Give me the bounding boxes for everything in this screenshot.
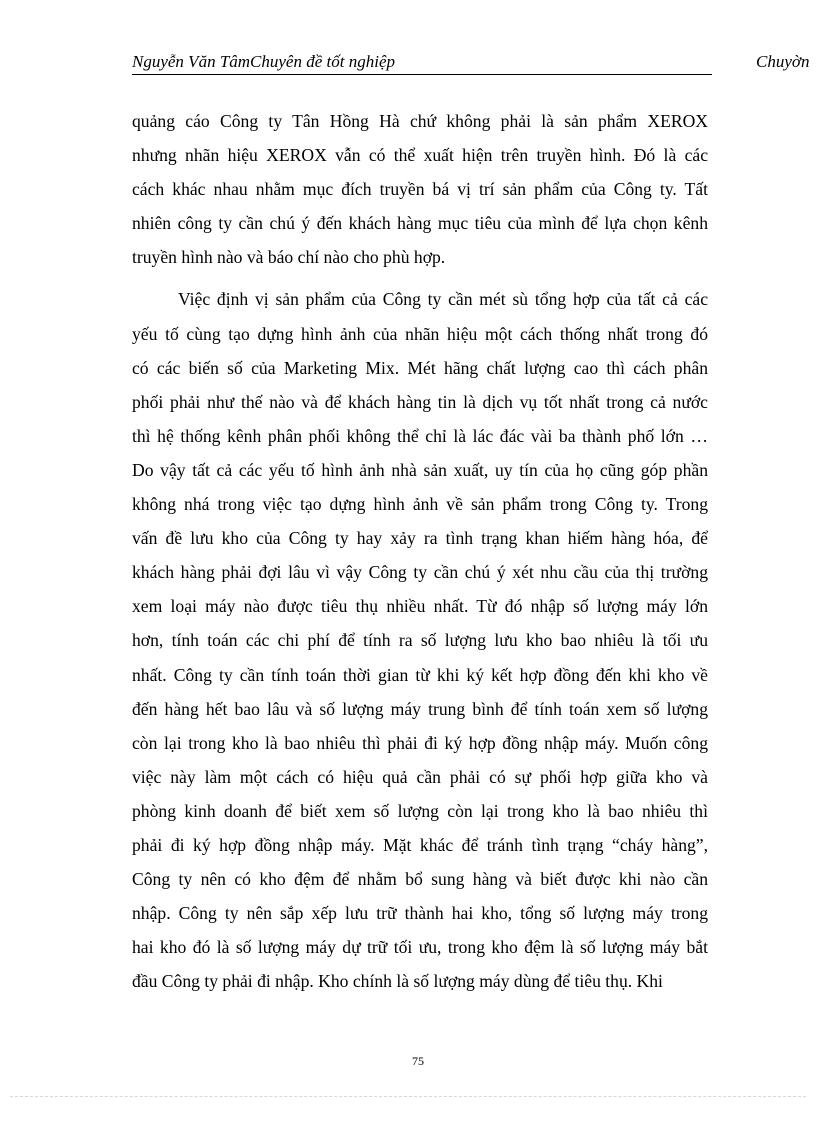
text-line: hơn, tính toán các chi phí để tính ra số lượng lưu kho bao nhiêu là tối ưu <box>132 630 708 651</box>
page-header <box>132 50 712 75</box>
footer-divider <box>10 1096 806 1097</box>
text-line: nhiên công ty cần chú ý đến khách hàng mục tiêu của mình để lựa chọn kênh <box>132 213 708 234</box>
text-line: không nhá trong việc tạo dựng hình ảnh về sản phẩm trong Công ty. Trong <box>132 494 708 515</box>
text-line: yếu tố cùng tạo dựng hình ảnh của nhãn hiệu một cách thống nhất trong đó <box>132 323 708 344</box>
text-line: thì hệ thống kênh phân phối không thể chỉ là lác đác vài ba thành phố lớn … <box>132 425 708 446</box>
text-line: nhất. Công ty cần tính toán thời gian từ khi ký kết hợp đồng đến khi kho về <box>132 664 708 685</box>
text-line: có các biến số của Marketing Mix. Mét hãng chất lượng cao thì cách phân <box>132 357 708 378</box>
header-right-text: Chuyờn <box>756 52 810 71</box>
text-line: còn lại trong kho là bao nhiêu thì phải đi ký hợp đồng nhập máy. Muốn công <box>132 732 708 753</box>
text-line: quảng cáo Công ty Tân Hồng Hà chứ không phải là sản phẩm XEROX <box>132 111 708 131</box>
text-line: Do vậy tất cả các yếu tố hình ảnh nhà sản xuất, uy tín của họ cũng góp phần <box>132 459 708 480</box>
text-line: Việc định vị sản phẩm của Công ty cần mét sù tổng hợp của tất cả các <box>178 289 708 310</box>
text-line: xem loại máy nào được tiêu thụ nhiều nhất. Từ đó nhập số lượng máy lớn <box>132 596 708 617</box>
text-line: đầu Công ty phải đi nhập. Kho chính là số lượng máy dùng để tiêu thụ. Khi <box>132 971 663 992</box>
text-line: đến hàng hết bao lâu và số lượng máy trung bình để tính toán xem số lượng <box>132 698 708 719</box>
text-line: việc này làm một cách có hiệu quả cần phải có sự phối hợp giữa kho và <box>132 766 708 787</box>
header-author-title: Nguyễn Văn TâmChuyên đề tốt nghiệp <box>132 52 395 71</box>
text-line: truyền hình nào và báo chí nào cho phù hợp. <box>132 247 446 268</box>
body-text <box>132 104 708 998</box>
paragraph-2 <box>132 282 708 998</box>
page-number: 75 <box>412 1054 424 1068</box>
paragraph-1 <box>132 104 708 274</box>
text-line: nhưng nhãn hiệu XEROX vẫn có thể xuất hiện trên truyền hình. Đó là các <box>132 145 708 166</box>
text-line: vấn đề lưu kho của Công ty hay xảy ra tình trạng khan hiếm hàng hóa, để <box>132 528 708 549</box>
paragraph-gap <box>132 274 708 282</box>
text-line: phải đi ký hợp đồng nhập máy. Mặt khác để tránh tình trạng “cháy hàng”, <box>132 834 708 855</box>
text-line: cách khác nhau nhằm mục đích truyền bá vị trí sản phẩm của Công ty. Tất <box>132 179 708 200</box>
text-line: phòng kinh doanh để biết xem số lượng còn lại trong kho là bao nhiêu thì <box>132 800 708 821</box>
text-line: nhập. Công ty nên sắp xếp lưu trữ thành hai kho, tổng số lượng máy trong <box>132 903 708 924</box>
text-line: hai kho đó là số lượng máy dự trữ tối ưu, trong kho đệm là số lượng máy bắt <box>132 937 708 958</box>
text-line: khách hàng phải đợi lâu vì vậy Công ty cần chú ý xét nhu cầu của thị trường <box>132 562 708 583</box>
text-line: phối phải như thế nào và để khách hàng tin là dịch vụ tốt nhất trong cả nước <box>132 391 708 412</box>
text-line: Công ty nên có kho đệm để nhằm bổ sung hàng và biết được khi nào cần <box>132 869 708 890</box>
